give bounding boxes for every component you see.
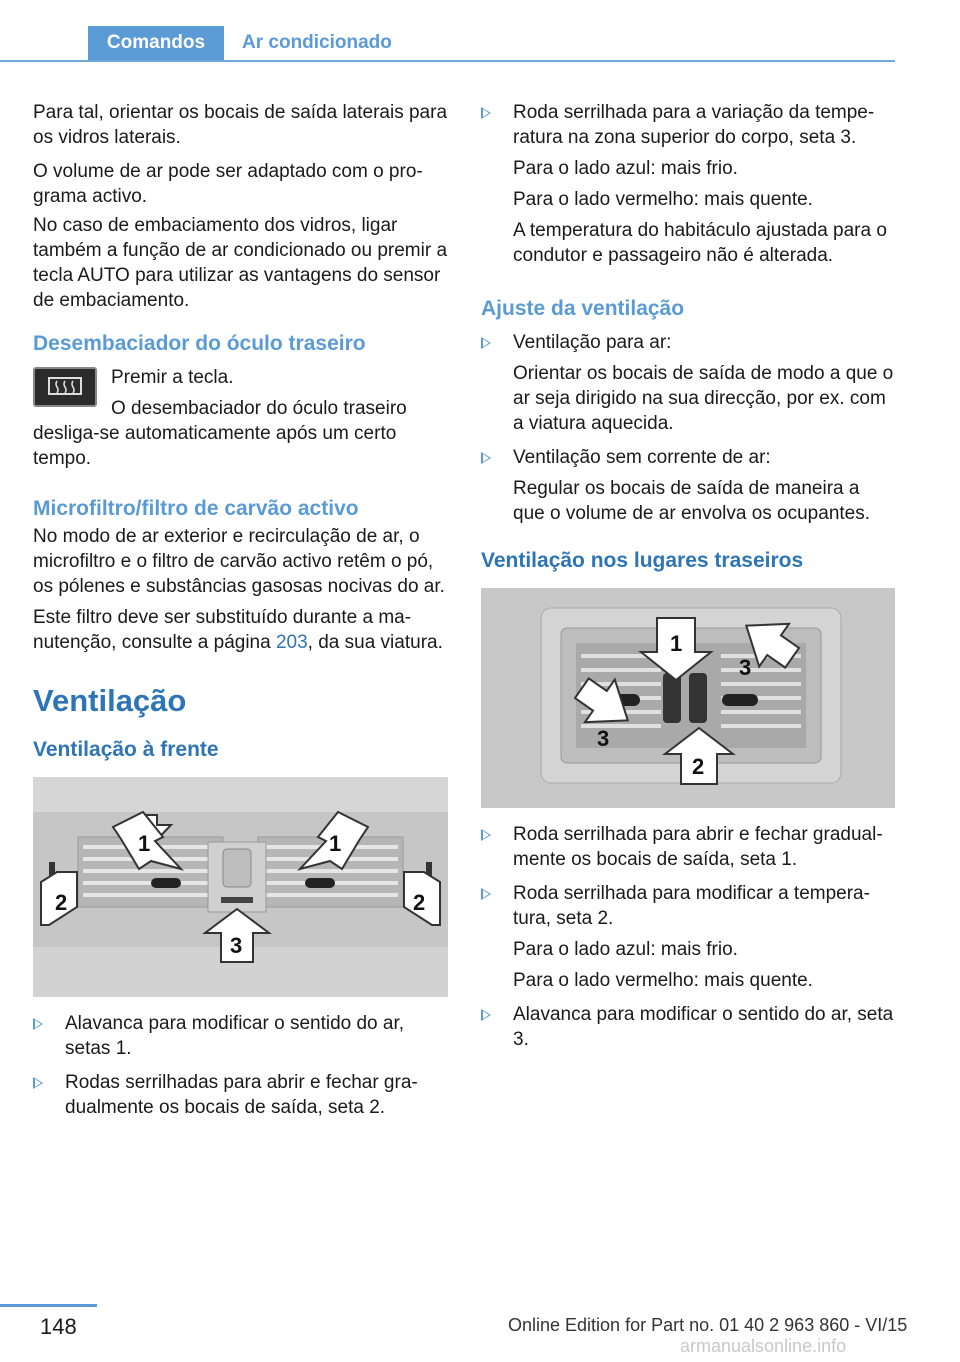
list-item (481, 100, 895, 268)
page-header (0, 26, 895, 60)
paragraph: Premir a tecla. (111, 367, 234, 388)
list-item (33, 1070, 448, 1120)
triangle-bullet-icon (33, 1018, 43, 1030)
list-item-text: Roda serrilhada para modificar a temperatura, seta 2. (513, 883, 870, 929)
label-1: 1 (670, 631, 683, 656)
label-3-left: 3 (597, 726, 610, 751)
edition-text: Online Edition for Part no. 01 40 2 963 860 - VI/15 (508, 1315, 908, 1335)
label-2-left: 2 (55, 890, 68, 915)
list-item-text: Alavanca para modificar o sentido do ar, setas 1. (65, 1013, 405, 1059)
front-vent-figure (33, 777, 448, 997)
list-item-sub: Para o lado vermelho: mais quente. (513, 189, 813, 210)
list-item-text: Roda serrilhada para a variação da temperatura na zona superior do corpo, seta 3. (513, 102, 875, 148)
list-item-sub: Para o lado azul: mais frio. (513, 158, 738, 179)
header-divider (0, 60, 895, 62)
rear-vent-list (481, 822, 895, 1052)
list-item-text: Ventilação sem corrente de ar: (513, 447, 771, 468)
rear-defroster-section (33, 365, 448, 480)
paragraph (33, 605, 448, 655)
list-item-text: Roda serrilhada para abrir e fechar gradualmente os bocais de saída, seta 1. (513, 824, 883, 870)
front-vent-list (33, 1011, 448, 1120)
triangle-bullet-icon (481, 337, 491, 349)
list-item (481, 822, 895, 872)
rear-vent-illustration (481, 588, 895, 808)
heading-ventilation: Ventilação (33, 683, 187, 718)
paragraph-text: Este filtro deve ser substituído durante a manutenção, consulte a página (33, 607, 412, 653)
heading-rear-ventilation: Ventilação nos lugares traseiros (481, 549, 804, 572)
heading-front-ventilation: Ventilação à frente (33, 738, 219, 761)
triangle-bullet-icon (481, 829, 491, 841)
heading-rear-defroster: Desembaciador do óculo traseiro (33, 332, 366, 355)
list-item-text: Rodas serrilhadas para abrir e fechar gradualmente os bocais de saída, seta 2. (65, 1072, 418, 1118)
list-item (481, 1002, 895, 1052)
tab-comandos[interactable]: Comandos (88, 26, 224, 60)
triangle-bullet-icon (481, 1009, 491, 1021)
label-1-left: 1 (138, 831, 151, 856)
paragraph: No caso de embaciamento dos vidros, ligar também a função de ar condicionado ou premir a tecla AUTO para utilizar as vantagens do sensor de embaciamento. (33, 215, 448, 311)
paragraph-text: , da sua viatura. (307, 632, 443, 653)
triangle-bullet-icon (481, 888, 491, 900)
adjust-list (481, 330, 895, 526)
right-column (481, 100, 895, 1061)
list-item-sub: Para o lado azul: mais frio. (513, 939, 738, 960)
paragraph: O desembaciador do óculo traseiro desliga-se automaticamente após um certo tempo. (33, 398, 407, 469)
list-item-sub: A temperatura do habitáculo ajustada para o condutor e passageiro não é alterada. (513, 220, 887, 266)
rear-vent-figure (481, 588, 895, 808)
list-item (481, 445, 895, 526)
list-item (481, 881, 895, 993)
triangle-bullet-icon (33, 1077, 43, 1089)
label-3-right: 3 (739, 655, 752, 680)
paragraph: No modo de ar exterior e recirculação de ar, o microfiltro e o filtro de carvão activo retêm o pó, os pólenes e substâncias gasosas nocivas do ar. (33, 526, 445, 597)
upper-temp-list (481, 100, 895, 268)
page-link[interactable]: 203 (275, 632, 308, 653)
tab-ar-condicionado[interactable]: Ar condicionado (242, 32, 392, 53)
triangle-bullet-icon (481, 452, 491, 464)
left-column (33, 100, 448, 1129)
list-item-sub: Orientar os bocais de saída de modo a que o ar seja dirigido na sua direcção, por ex. com a viatura aquecida. (513, 363, 894, 434)
heading-microfilter: Microfiltro/filtro de carvão activo (33, 497, 359, 520)
watermark: armanualsonline.info (680, 1336, 847, 1356)
triangle-bullet-icon (481, 107, 491, 119)
label-3: 3 (230, 933, 243, 958)
front-vent-illustration (33, 777, 448, 997)
label-1-right: 1 (329, 831, 342, 856)
heading-adjust-ventilation: Ajuste da ventilação (481, 297, 685, 320)
list-item-text: Ventilação para ar: (513, 332, 672, 353)
list-item-sub: Para o lado vermelho: mais quente. (513, 970, 813, 991)
page-number: 148 (40, 1314, 77, 1339)
rear-defroster-button-icon (33, 367, 97, 407)
label-2: 2 (692, 754, 705, 779)
paragraph: O volume de ar pode ser adaptado com o programa activo. (33, 161, 423, 207)
paragraph: Para tal, orientar os bocais de saída laterais para os vidros laterais. (33, 102, 448, 148)
list-item (33, 1011, 448, 1061)
label-2-right: 2 (413, 890, 426, 915)
list-item-text: Alavanca para modificar o sentido do ar, seta 3. (513, 1004, 894, 1050)
footer-divider (0, 1304, 97, 1307)
list-item-sub: Regular os bocais de saída de maneira a que o volume de ar envolva os ocupantes. (513, 478, 871, 524)
list-item (481, 330, 895, 436)
